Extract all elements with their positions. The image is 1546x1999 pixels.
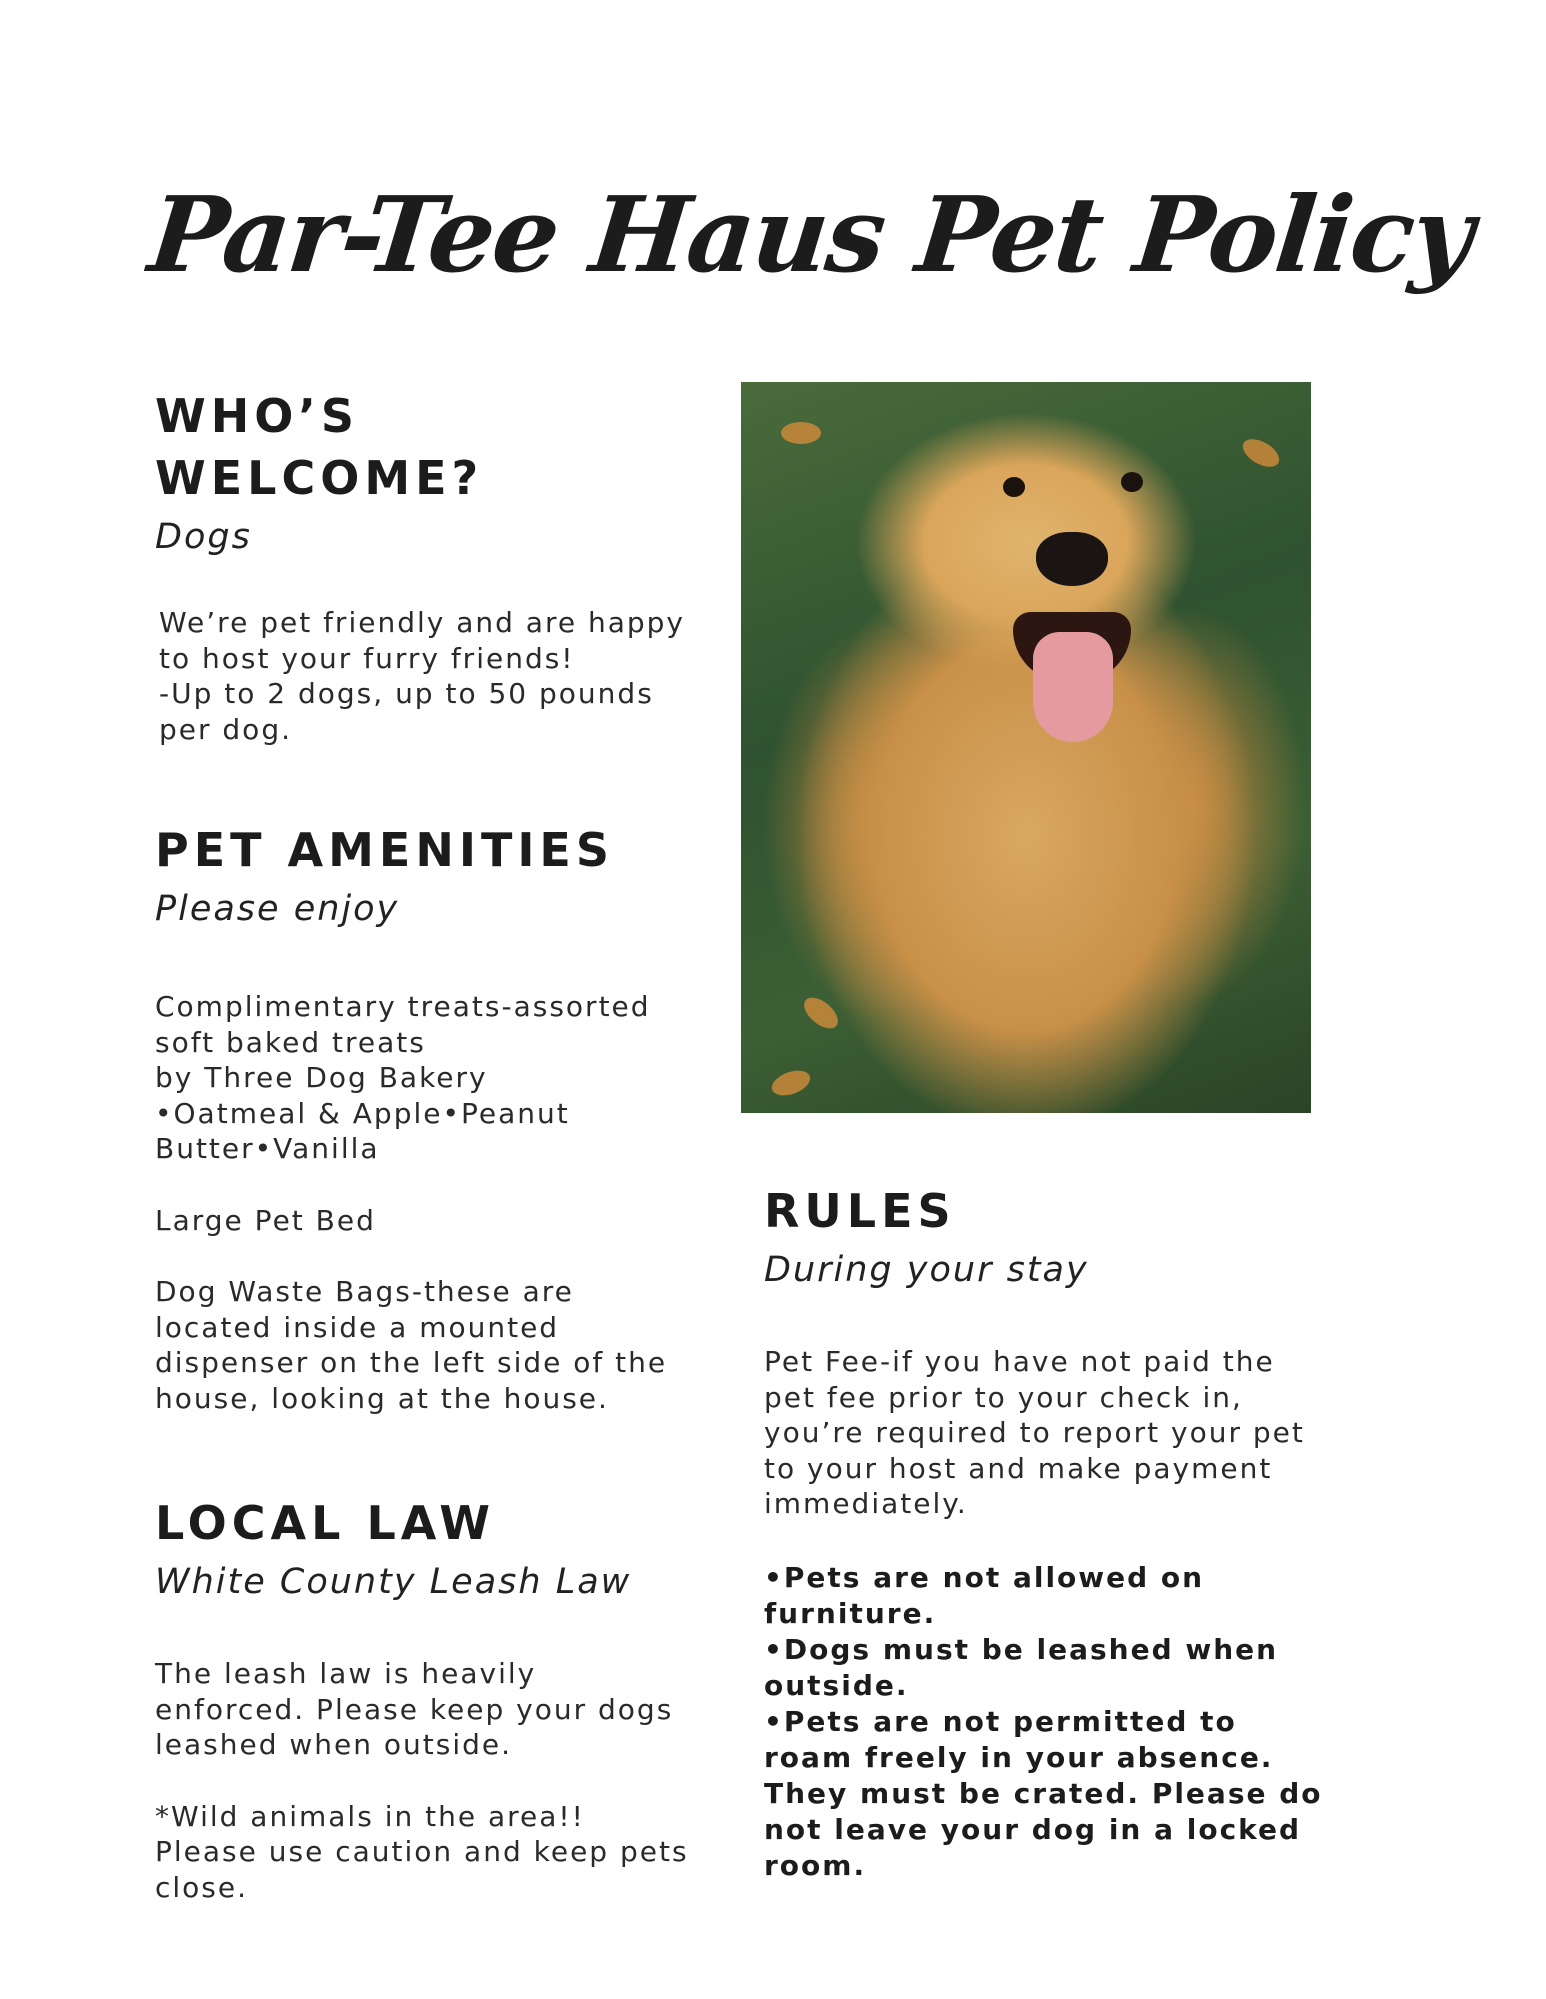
rules-section: [764, 1180, 1324, 1884]
leaf-decoration: [768, 1066, 813, 1100]
welcome-body: We’re pet friendly and are happy to host your furry friends! -Up to 2 dogs, up to 50 pounds per dog.: [159, 606, 685, 746]
welcome-subtitle: Dogs: [155, 517, 252, 557]
local-law-subtitle: White County Leash Law: [155, 1562, 632, 1602]
rules-subtitle: During your stay: [764, 1250, 1089, 1290]
page-title: Par-Tee Haus Pet Policy: [143, 173, 1478, 296]
rules-heading: RULES: [764, 1184, 956, 1238]
amenities-section: [155, 819, 715, 1416]
leaf-decoration: [781, 422, 821, 444]
rule-item: •Dogs must be leashed when outside.: [764, 1632, 1279, 1702]
amenities-bed: Large Pet Bed: [155, 1203, 376, 1237]
welcome-heading-line1: WHO’S: [155, 389, 359, 443]
rule-item: •Pets are not permitted to roam freely in your absence. They must be crated. Please do not leave your dog in a locked room.: [764, 1704, 1323, 1882]
left-column: [155, 385, 715, 1905]
amenities-subtitle: Please enjoy: [155, 889, 400, 929]
leaf-decoration: [799, 992, 844, 1035]
amenities-waste-bags: Dog Waste Bags-these are located inside a mounted dispenser on the left side of the house, looking at the house.: [155, 1275, 668, 1415]
dog-tongue: [1033, 632, 1113, 742]
dog-eye-right: [1121, 472, 1143, 492]
right-column: [764, 1180, 1324, 1884]
dog-nose: [1036, 532, 1108, 586]
amenities-heading: PET AMENITIES: [155, 823, 614, 877]
amenities-treats: Complimentary treats-assorted soft baked treats by Three Dog Bakery •Oatmeal & Apple•Peanut Butter•Vanilla: [155, 990, 651, 1165]
leaf-decoration: [1238, 433, 1284, 472]
local-law-section: [155, 1492, 715, 1905]
local-law-body: The leash law is heavily enforced. Please keep your dogs leashed when outside.: [155, 1657, 674, 1761]
dog-photo: [741, 382, 1311, 1113]
rule-item: •Pets are not allowed on furniture.: [764, 1560, 1205, 1630]
rules-list: [764, 1560, 1324, 1884]
dog-eye-left: [1003, 477, 1025, 497]
local-law-heading: LOCAL LAW: [155, 1496, 496, 1550]
welcome-heading: [155, 385, 715, 509]
welcome-section: [155, 385, 715, 747]
welcome-heading-line2: WELCOME?: [155, 451, 484, 505]
local-law-warning: *Wild animals in the area!! Please use caution and keep pets close.: [155, 1799, 689, 1904]
rules-fee: Pet Fee-if you have not paid the pet fee prior to your check in, you’re required to report your pet to your host and make payment immediately.: [764, 1345, 1305, 1520]
